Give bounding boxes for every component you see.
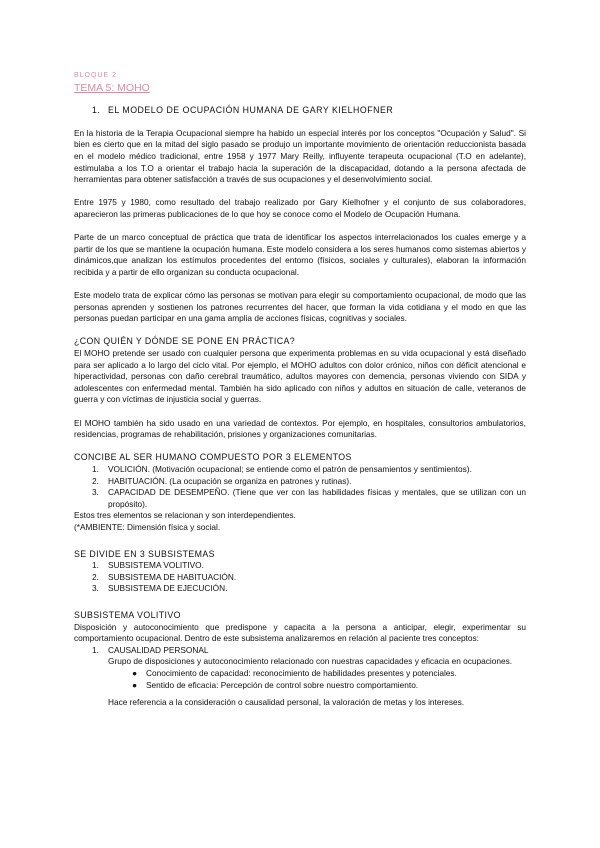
note: (*AMBIENTE: Dimensión física y social. xyxy=(74,521,221,532)
item-description: Grupo de disposiciones y autoconocimiento relacionado con nuestras capacidades y eficacia en ocupaciones. xyxy=(108,656,513,667)
paragraph: Este modelo trata de explicar cómo las personas se motivan para elegir su comportamiento ocupacional, de modo que las personas aprenden y sostienen los patrones recurrentes del hacer, que forman la vida cotidiana y el modo en que las personas puedan participar en una gama amplia de acciones físicas, cognitivas y sociales. xyxy=(74,290,526,324)
bullet-icon: ● xyxy=(132,667,138,678)
paragraph: Disposición y autoconocimiento que predispone y capacita a la persona a anticipar, elegir, experimentar su comportamiento ocupacional. Dentro de este subsistema analizaremos en relación al paciente tres conceptos: xyxy=(74,621,526,644)
paragraph: Entre 1975 y 1980, como resultado del trabajo realizado por Gary Kielhofner y el conjunto de sus colaboradores, aparecieron las primeras publicaciones de lo que hoy se conoce como el Modelo de Ocupación Humana. xyxy=(74,197,526,219)
list-item: 3. SUBSISTEMA DE EJECUCIÓN. xyxy=(92,583,228,594)
volitive-heading: SUBSISTEMA VOLITIVO xyxy=(74,609,181,620)
list-item: 2. SUBSISTEMA DE HABITUACIÓN. xyxy=(92,571,237,582)
elements-heading: CONCIBE AL SER HUMANO COMPUESTO POR 3 ELEMENTOS xyxy=(74,452,352,463)
elements-list xyxy=(74,464,526,510)
bullet-item: ● Sentido de eficacia: Percepción de control sobre nuestro comportamiento. xyxy=(132,679,419,690)
closing-text: Hace referencia a la consideración o causalidad personal, la valoración de metas y los intereses. xyxy=(108,697,465,708)
who-where-heading: ¿CON QUIÉN Y DÓNDE SE PONE EN PRÁCTICA? xyxy=(74,336,296,347)
paragraph: El MOHO también ha sido usado en una variedad de contextos. Por ejemplo, en hospitales, consultorios ambulatorios, residencias, programas de rehabilitación, prisiones y organizaciones comunitarias. xyxy=(74,417,526,440)
block-label: BLOQUE 2 xyxy=(74,72,118,79)
section-title: EL MODELO DE OCUPACIÓN HUMANA DE GARY KIELHOFNER xyxy=(108,105,394,116)
topic-title: TEMA 5: MOHO xyxy=(74,81,150,94)
section-heading xyxy=(74,105,526,117)
paragraph: En la historia de la Terapia Ocupacional siempre ha habido un especial interés por los conceptos "Ocupación y Salud". Si bien es cierto que en la mitad del siglo pasado se produjo un importante movimiento de orientación reduccionista basada en el modelo médico tradicional, entre 1958 y 1977 Mary Reilly, influyente terapeuta ocupacional (T.O en adelante), estimulaba a los T.O a orientar el trabajo hacia la superación de la discapacidad, dotando a la persona afectada de herramientas para obtener satisfacción a través de sus ocupaciones y el desenvolvimiento social. xyxy=(74,127,526,185)
list-item: 1. CAUSALIDAD PERSONAL xyxy=(92,644,209,655)
list-item: 3. CAPACIDAD DE DESEMPEÑO. (Tiene que ver con las habilidades físicas y mentales, que se utilizan con un propósito). xyxy=(92,487,526,509)
bullet-item: ● Conocimiento de capacidad: reconocimiento de habilidades presentes y potenciales. xyxy=(132,667,457,678)
document-page xyxy=(74,70,526,709)
list-item: 2. HABITUACIÓN. (La ocupación se organiza en patrones y rutinas). xyxy=(92,475,352,486)
note: Estos tres elementos se relacionan y son interdependientes. xyxy=(74,510,296,521)
subsystems-heading: SE DIVIDE EN 3 SUBSISTEMAS xyxy=(74,548,215,559)
paragraph: El MOHO pretende ser usado con cualquier persona que experimenta problemas en su vida ocupacional y está diseñado para ser aplicado a lo largo del ciclo vital. Por ejemplo, el MOHO adultos con dolor crónico, niños con déficit atencional e hiperactividad, personas con daño cerebral traumático, adultos mayores con demencia, personas viviendo con SIDA y adolescentes con enfermedad mental. También ha sido aplicado con niños y adultos en situación de calle, veteranos de guerra y con víctimas de injusticia social y guerras. xyxy=(74,348,526,405)
section-number: 1. xyxy=(92,105,101,116)
subsystems-list xyxy=(74,560,526,595)
paragraph: Parte de un marco conceptual de práctica que trata de identificar los aspectos interrelacionados los cuales emerge y a partir de los que se mantiene la ocupación humana. Este modelo considera a los seres humanos como sistemas abiertos y dinámicos,que analizan los estímulos procedentes del entorno (físicos, sociales y culturales), elaboran la información recibida y a partir de ello organizan su conducta ocupacional. xyxy=(74,232,526,277)
list-item: 1. VOLICIÓN. (Motivación ocupacional; se entiende como el patrón de pensamientos y sentimientos). xyxy=(92,464,472,474)
bullet-icon: ● xyxy=(132,679,138,690)
list-item: 1. SUBSISTEMA VOLITIVO. xyxy=(92,560,204,571)
